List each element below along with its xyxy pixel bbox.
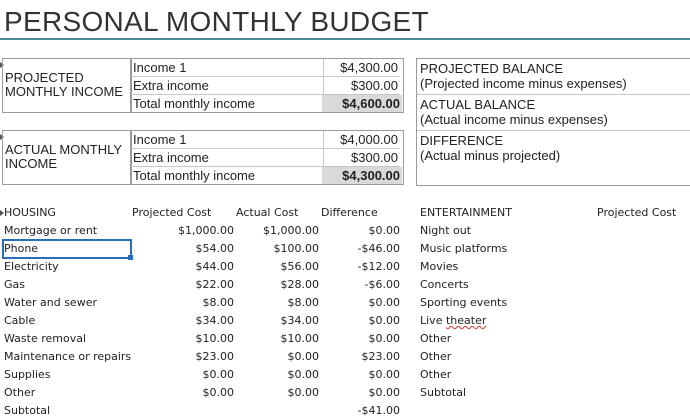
- housing-row-name[interactable]: Phone: [4, 242, 39, 255]
- entertainment-row-name[interactable]: Other: [420, 332, 452, 345]
- housing-row-name[interactable]: Waste removal: [4, 332, 87, 345]
- actual-extra-income-name[interactable]: Extra income: [131, 149, 324, 167]
- balance-divider-2: [417, 130, 690, 131]
- entertainment-row-name[interactable]: Live theater: [420, 314, 487, 327]
- entertainment-row-name[interactable]: Sporting events: [420, 296, 508, 309]
- housing-row-difference[interactable]: -$12.00: [357, 260, 400, 273]
- housing-row-name[interactable]: Maintenance or repairs: [4, 350, 132, 363]
- housing-row-projected[interactable]: $0.00: [202, 386, 234, 399]
- projected-extra-income-name[interactable]: Extra income: [131, 77, 324, 95]
- difference-title: DIFFERENCE: [420, 133, 504, 148]
- difference-sub: (Actual minus projected): [420, 148, 561, 163]
- projected-total-amount[interactable]: $4,600.00: [322, 95, 402, 112]
- actual-total-amount[interactable]: $4,300.00: [322, 167, 402, 184]
- balance-divider: [417, 94, 690, 95]
- housing-row-name[interactable]: Mortgage or rent: [4, 224, 98, 237]
- housing-row-actual[interactable]: $0.00: [287, 386, 319, 399]
- housing-row-projected[interactable]: $34.00: [195, 314, 234, 327]
- actual-balance-title: ACTUAL BALANCE: [420, 97, 536, 112]
- actual-income-label: ACTUAL MONTHLY INCOME: [5, 142, 122, 171]
- housing-row-actual[interactable]: $34.00: [280, 314, 319, 327]
- housing-row-difference[interactable]: $0.00: [368, 296, 400, 309]
- housing-row-difference[interactable]: -$6.00: [364, 278, 400, 291]
- housing-row-difference[interactable]: $0.00: [368, 314, 400, 327]
- housing-row-difference[interactable]: $0.00: [368, 386, 400, 399]
- entertainment-row-name[interactable]: Other: [420, 368, 452, 381]
- entertainment-subtotal-label[interactable]: Subtotal: [420, 386, 467, 399]
- housing-row-projected[interactable]: $0.00: [202, 368, 234, 381]
- housing-row-actual[interactable]: $56.00: [280, 260, 319, 273]
- entertainment-projected-header[interactable]: Projected Cost: [597, 206, 677, 219]
- projected-income-1-amount[interactable]: $4,300.00: [322, 59, 400, 77]
- housing-row-difference[interactable]: $0.00: [368, 332, 400, 345]
- housing-row-actual[interactable]: $0.00: [287, 350, 319, 363]
- actual-income-1-name[interactable]: Income 1: [131, 131, 324, 149]
- housing-row-name[interactable]: Electricity: [4, 260, 59, 273]
- actual-income-1-amount[interactable]: $4,000.00: [322, 131, 400, 149]
- housing-row-actual[interactable]: $1,000.00: [263, 224, 319, 237]
- projected-balance-title: PROJECTED BALANCE: [420, 61, 564, 76]
- selected-cell[interactable]: [2, 239, 132, 259]
- projected-extra-income-amount[interactable]: $300.00: [322, 77, 400, 95]
- projected-income-1-name[interactable]: Income 1: [131, 59, 324, 77]
- housing-row-projected[interactable]: $8.00: [202, 296, 234, 309]
- housing-actual-header[interactable]: Actual Cost: [236, 206, 299, 219]
- housing-row-projected[interactable]: $54.00: [195, 242, 234, 255]
- housing-row-actual[interactable]: $8.00: [287, 296, 319, 309]
- projected-total-label[interactable]: Total monthly income: [131, 95, 324, 112]
- housing-row-projected[interactable]: $10.00: [195, 332, 234, 345]
- entertainment-row-name[interactable]: Movies: [420, 260, 459, 273]
- housing-row-name[interactable]: Cable: [4, 314, 36, 327]
- housing-row-difference[interactable]: $23.00: [361, 350, 400, 363]
- entertainment-header[interactable]: ENTERTAINMENT: [420, 206, 512, 219]
- page-title: PERSONAL MONTHLY BUDGET: [4, 6, 429, 37]
- entertainment-row-name[interactable]: Other: [420, 350, 452, 363]
- housing-row-projected[interactable]: $22.00: [195, 278, 234, 291]
- fill-handle[interactable]: [128, 255, 133, 260]
- entertainment-row-name[interactable]: Concerts: [420, 278, 469, 291]
- title-underline: [0, 38, 690, 40]
- housing-row-difference[interactable]: $0.00: [368, 224, 400, 237]
- housing-row-name[interactable]: Other: [4, 386, 36, 399]
- entertainment-row-name[interactable]: Music platforms: [420, 242, 508, 255]
- housing-row-difference[interactable]: $0.00: [368, 368, 400, 381]
- housing-header[interactable]: HOUSING: [4, 206, 56, 219]
- projected-income-label: PROJECTED MONTHLY INCOME: [5, 70, 123, 99]
- entertainment-row-name[interactable]: Night out: [420, 224, 472, 237]
- actual-balance-sub: (Actual income minus expenses): [420, 112, 608, 127]
- housing-row-actual[interactable]: $10.00: [280, 332, 319, 345]
- housing-row-difference[interactable]: -$46.00: [357, 242, 400, 255]
- projected-balance-sub: (Projected income minus expenses): [420, 76, 627, 91]
- housing-row-name[interactable]: Water and sewer: [4, 296, 97, 309]
- housing-row-projected[interactable]: $1,000.00: [178, 224, 234, 237]
- housing-subtotal-label[interactable]: Subtotal: [4, 404, 51, 417]
- actual-extra-income-amount[interactable]: $300.00: [322, 149, 400, 167]
- housing-row-name[interactable]: Supplies: [4, 368, 51, 381]
- housing-projected-header[interactable]: Projected Cost: [132, 206, 212, 219]
- housing-row-actual[interactable]: $100.00: [273, 242, 319, 255]
- housing-row-projected[interactable]: $23.00: [195, 350, 234, 363]
- housing-row-name[interactable]: Gas: [4, 278, 25, 291]
- housing-row-actual[interactable]: $28.00: [280, 278, 319, 291]
- actual-total-label[interactable]: Total monthly income: [131, 167, 324, 184]
- housing-difference-header[interactable]: Difference: [321, 206, 378, 219]
- housing-row-actual[interactable]: $0.00: [287, 368, 319, 381]
- housing-subtotal-difference[interactable]: -$41.00: [357, 404, 400, 417]
- housing-row-projected[interactable]: $44.00: [195, 260, 234, 273]
